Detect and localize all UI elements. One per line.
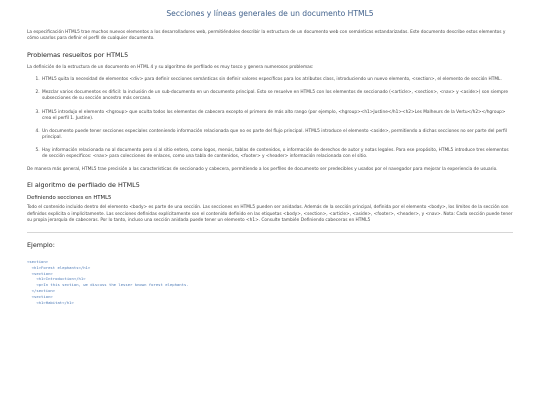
problems-list (27, 77, 513, 160)
subsection-heading-defining-sections: Definiendo secciones en HTML5 (27, 195, 112, 202)
section-heading-problems: Problemas resueltos por HTML5 (27, 50, 129, 59)
code-line: <p>In this section, we discuss the lesser known forest elephants. (27, 282, 189, 288)
section-heading-algorithm: El algoritmo de perfilado de HTML5 (27, 181, 140, 190)
code-example (27, 259, 513, 306)
code-line: <section> (27, 270, 53, 276)
code-line: <h1>Habitat</h1> (27, 300, 74, 306)
divider (27, 232, 513, 233)
intro-paragraph: La especificación HTML5 trae muchos nuevos elementos a los desarrolladores web, permitiéndoles describir la estructura de un documento web con semánticas estandarizadas. Este documento describe estos elementos y cómo usarlos para definir el perfil de cualquier documento. (27, 30, 506, 42)
example-label: Ejemplo: (27, 240, 55, 249)
page-title: Secciones y líneas generales de un documento HTML5 (166, 9, 374, 18)
list-item: 5. Hay información relacionada no al documento pero sí al sitio entero, como logos, menús, tablas de contenidos, o información de derechos de autor y notas legales. Para ese propósito, HTML5 introduce tres elementos de sección específicos: <nav> para colecciones de enlaces, como una tabla de contenidos, <footer> y <header> información relacionada con el sitio. (41, 148, 513, 160)
code-line: <section> (27, 294, 53, 300)
code-line: <section> (27, 258, 49, 264)
code-line: </section> (27, 288, 56, 294)
code-line: <h1>Introduction</h1> (27, 276, 86, 282)
list-item: 2. Mezclar varios documentos es difícil: la inclusión de un sub-documento en un documento principal. Esto se resuelve en HTML5 con los elementos de seccionado (<article>, <section>, <nav> y <aside>) son siempre subsecciones de su sección ancestro más cercana. (41, 90, 513, 102)
code-line: <h1>Forest elephants</h1> (27, 264, 91, 270)
problems-lead-paragraph: La definición de la estructura de un documento en HTML 4 y su algoritmo de perfilado es muy tosco y genera numerosos problemas: (27, 64, 314, 70)
list-item: 3. HTML5 introdujo el elemento <hgroup> que oculta todos los elementos de cabecera excepto el primero de más alto rango (por ejemplo, <hgroup><h1>Justine</h1><h2>Les Malheurs de la Vertu</h2></hgroup> crea el perfil 1. Justine). (41, 110, 513, 122)
problems-closing-paragraph: De manera más general, HTML5 trae precisión a las características de seccionado y cabecera, permitiendo a los perfiles de documento ser predecibles y usados por el navegador para mejorar la experiencia de usuario. (27, 167, 498, 173)
list-item: 4. Un documento puede tener secciones especiales conteniendo información relacionada que no es parte del flujo principal. HTML5 introduce el elemento <aside>, permitiendo a dichas secciones no ser parte del perfil principal. (41, 129, 513, 141)
list-item: 1. HTML5 quita la necesidad de elementos <div> para definir secciones semánticas sin definir valores específicos para los atributos class, introduciendo un nuevo elemento, <section>, el elemento de sección HTML. (41, 77, 513, 83)
defining-sections-paragraph: Todo el contenido incluido dentro del elemento <body> es parte de una sección. Las secciones en HTML5 pueden ser anidadas. Además de la sección principal, definida por el elemento <body>, los límites de la sección son definidos explícita o implícitamente. Las secciones definidas explícitamente son el contenido definido en las etiquetas <body>, <section>, <article>, <aside>, <footer>, <header>, y <nav>. Nota: Cada sección puede tener su propia jerarquía de cabeceras. Por lo tanto, incluso una sección anidada puede tener un elemento <h1>. Consulte también Definiendo cabeceras en HTML5 (27, 205, 513, 224)
